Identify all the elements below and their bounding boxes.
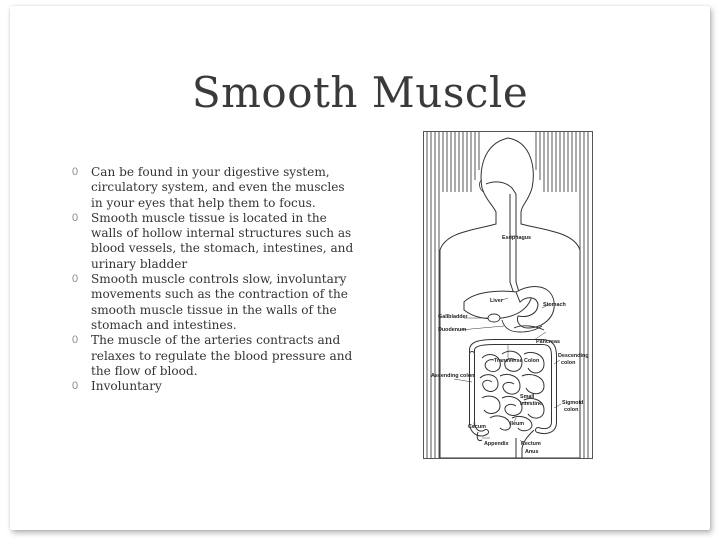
bullet-marker: 0	[72, 334, 79, 347]
label-liver: Liver	[490, 298, 503, 304]
label-small-intestine-line2: intestine	[520, 401, 543, 407]
bullet-item	[72, 165, 354, 211]
label-appendix: Appendix	[484, 441, 509, 447]
label-descending-colon-line1: Descending	[558, 353, 589, 359]
label-transverse-colon: Transverse Colon	[494, 358, 540, 364]
label-rectum: Rectum	[521, 441, 541, 447]
label-cecum: Cecum	[468, 424, 486, 430]
bullet-marker: 0	[72, 166, 79, 178]
bullet-marker: 0	[72, 380, 79, 393]
label-gallbladder: Gallbladder	[438, 314, 468, 320]
label-descending-colon-line2: colon	[561, 360, 576, 366]
label-duodenum: Duodenum	[438, 327, 467, 333]
label-stomach: Stomach	[543, 302, 566, 308]
digestive-system-svg	[424, 132, 592, 458]
slide-title: Smooth Muscle	[191, 68, 529, 117]
label-ileum: Ileum	[510, 421, 525, 427]
bullet-text: Involuntary	[91, 379, 162, 394]
bullet-text: Smooth muscle tissue is located in the walls of hollow internal structures such as blood vessels, the stomach, intestines, and urinary bladder	[91, 210, 354, 271]
label-pancreas: Pancreas	[536, 339, 560, 345]
bullet-item	[72, 333, 354, 379]
bullet-text: Smooth muscle controls slow, involuntary movements such as the contraction of the smooth muscle tissue in the walls of the stomach and intestines.	[91, 272, 348, 332]
label-sigmoid-colon-line2: colon	[564, 407, 579, 413]
bullet-marker: 0	[72, 273, 79, 286]
bullet-item	[72, 272, 354, 333]
label-sigmoid-colon-line1: Sigmoid	[562, 400, 584, 406]
label-anus: Anus	[525, 449, 539, 455]
bullet-list	[72, 165, 354, 394]
label-small-intestine-line1: Small	[520, 394, 535, 400]
bullet-item	[72, 211, 354, 272]
bullet-item	[72, 379, 354, 394]
bullet-text: The muscle of the arteries contracts and relaxes to regulate the blood pressure and the flow of blood.	[91, 333, 353, 378]
digestive-system-diagram	[423, 131, 593, 459]
bullet-marker: 0	[72, 211, 79, 224]
bullet-text: Can be found in your digestive system, circulatory system, and even the muscles in your eyes that help them to focus.	[91, 165, 345, 210]
label-esophagus: Esophagus	[502, 235, 532, 241]
label-ascending-colon: Ascending colon	[431, 373, 475, 379]
